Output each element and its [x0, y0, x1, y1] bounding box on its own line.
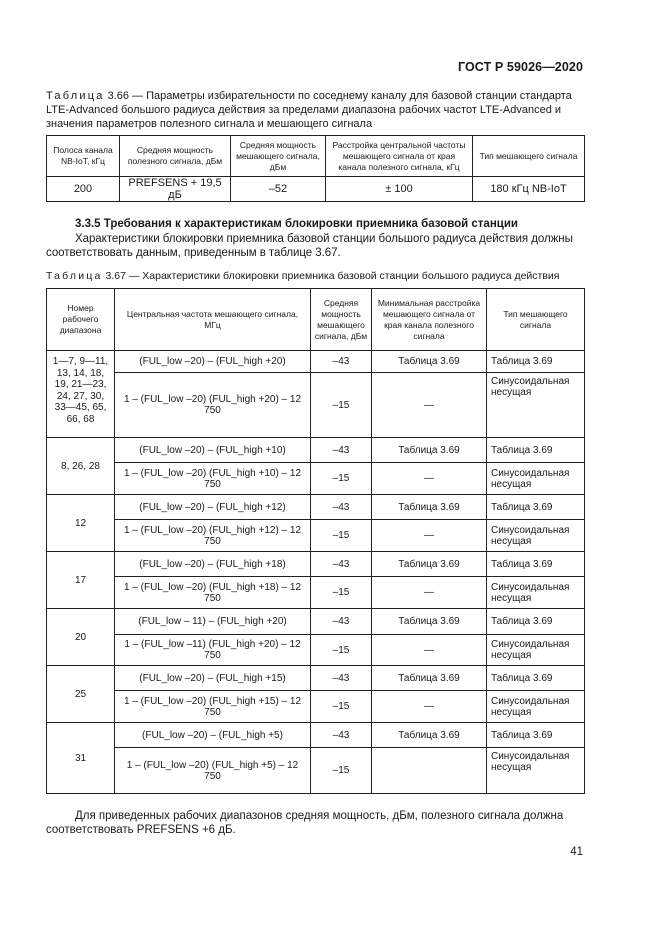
cell: Синусоидальная несущая: [487, 577, 585, 609]
band-cell: 20: [47, 609, 115, 666]
cell: —: [372, 463, 487, 495]
section-paragraph: Характеристики блокировки приемника базовой станции большого радиуса действия должны соответствовать данным, приведенным в таблице 3.67.: [46, 233, 573, 259]
cell: 200: [47, 177, 120, 202]
section-heading: 3.3.5 Требования к характеристикам блокировки приемника базовой станции: [75, 218, 518, 230]
table-row: [47, 495, 585, 520]
cell: Таблица 3.69: [372, 609, 487, 635]
cell: Таблица 3.69: [487, 552, 585, 577]
cell: –43: [311, 723, 372, 748]
cell: Синусоидальная несущая: [487, 635, 585, 666]
table-row: [47, 351, 585, 373]
cell: Таблица 3.69: [372, 552, 487, 577]
band-cell: 31: [47, 723, 115, 794]
cell: –43: [311, 495, 372, 520]
cell: Синусоидальная несущая: [487, 373, 585, 438]
cell: –15: [311, 748, 372, 794]
cell: –43: [311, 552, 372, 577]
cell: 1 – (FUL_low –20) (FUL_high +18) – 12 750: [115, 577, 311, 609]
cell: 1 – (FUL_low –20) (FUL_high +20) – 12 750: [115, 373, 311, 438]
cell: –15: [311, 691, 372, 723]
cell: –15: [311, 463, 372, 495]
cell: —: [372, 373, 487, 438]
table-row: [47, 748, 585, 794]
header-cell: Средняя мощность полезного сигнала, дБм: [120, 136, 231, 177]
header-cell: Средняя мощность мешающего сигнала, дБм: [311, 289, 372, 351]
cell: (FUL_low – 11) – (FUL_high +20): [115, 609, 311, 635]
table-row: [47, 666, 585, 691]
table-3-66: [46, 135, 585, 202]
cell: –15: [311, 373, 372, 438]
band-cell: 8, 26, 28: [47, 438, 115, 495]
cell: –43: [311, 438, 372, 463]
cell: –43: [311, 666, 372, 691]
table-row: [47, 723, 585, 748]
table-label: Таблица: [46, 90, 105, 102]
cell: Таблица 3.69: [487, 723, 585, 748]
cell: (FUL_low –20) – (FUL_high +15): [115, 666, 311, 691]
caption-text: 3.67 — Характеристики блокировки приемника базовой станции большого радиуса действия: [102, 270, 560, 282]
table-header-row: [47, 289, 585, 351]
cell: Синусоидальная несущая: [487, 520, 585, 552]
table-row: [47, 609, 585, 635]
cell: Таблица 3.69: [372, 495, 487, 520]
cell: 1 – (FUL_low –11) (FUL_high +20) – 12 750: [115, 635, 311, 666]
header-cell: Номер рабочего диапазона: [47, 289, 115, 351]
table-row: [47, 177, 585, 202]
header-cell: Средняя мощность мешающего сигнала, дБм: [231, 136, 326, 177]
table-row: [47, 373, 585, 438]
table-row: [47, 520, 585, 552]
cell: Таблица 3.69: [487, 438, 585, 463]
header-cell: Расстройка центральной частоты мешающего сигнала от края канала полезного сигнала, кГц: [326, 136, 473, 177]
cell: (FUL_low –20) – (FUL_high +10): [115, 438, 311, 463]
standard-number: ГОСТ Р 59026—2020: [457, 60, 583, 74]
page-number: 41: [570, 846, 583, 858]
cell: –43: [311, 609, 372, 635]
caption-text: 3.66 — Параметры избирательности по соседнему каналу для базовой станции стандарта LTE-Advanced большого радиуса действия за пределами диапазона рабочих частот LTE-Advanced и значения параметров полезного сигнала и мешающего сигнала: [46, 90, 572, 130]
table-row: [47, 691, 585, 723]
cell: PREFSENS + 19,5 дБ: [120, 177, 231, 202]
header-cell: Минимальная расстройка мешающего сигнала от края канала полезного сигнала: [372, 289, 487, 351]
table-3-67-caption: [46, 270, 559, 282]
cell: —: [372, 691, 487, 723]
cell: 1 – (FUL_low –20) (FUL_high +10) – 12 750: [115, 463, 311, 495]
cell: –43: [311, 351, 372, 373]
cell: (FUL_low –20) – (FUL_high +18): [115, 552, 311, 577]
cell: Таблица 3.69: [487, 351, 585, 373]
table-3-67: [46, 288, 585, 794]
table-row: [47, 635, 585, 666]
band-cell: 17: [47, 552, 115, 609]
cell: –15: [311, 577, 372, 609]
header-cell: Полоса канала NB-IoT, кГц: [47, 136, 120, 177]
table-row: [47, 463, 585, 495]
cell: Таблица 3.69: [372, 723, 487, 748]
cell: Синусоидальная несущая: [487, 748, 585, 794]
cell: Таблица 3.69: [487, 666, 585, 691]
cell: Таблица 3.69: [487, 495, 585, 520]
cell: —: [372, 577, 487, 609]
cell: (FUL_low –20) – (FUL_high +5): [115, 723, 311, 748]
table-row: [47, 552, 585, 577]
cell: 1 – (FUL_low –20) (FUL_high +5) – 12 750: [115, 748, 311, 794]
cell: —: [372, 635, 487, 666]
cell: (FUL_low –20) – (FUL_high +20): [115, 351, 311, 373]
cell: 1 – (FUL_low –20) (FUL_high +12) – 12 750: [115, 520, 311, 552]
cell: —: [372, 520, 487, 552]
cell: Таблица 3.69: [372, 666, 487, 691]
cell: –52: [231, 177, 326, 202]
cell: Синусоидальная несущая: [487, 691, 585, 723]
header-cell: Тип мешающего сигнала: [473, 136, 585, 177]
cell: ± 100: [326, 177, 473, 202]
cell: 1 – (FUL_low –20) (FUL_high +15) – 12 750: [115, 691, 311, 723]
note-paragraph: Для приведенных рабочих диапазонов средняя мощность, дБм, полезного сигнала должна соответствовать PREFSENS +6 дБ.: [46, 810, 564, 836]
table-row: [47, 438, 585, 463]
band-cell: 12: [47, 495, 115, 552]
table-row: [47, 577, 585, 609]
cell: Таблица 3.69: [372, 351, 487, 373]
header-cell: Тип мешающего сигнала: [487, 289, 585, 351]
cell: (FUL_low –20) – (FUL_high +12): [115, 495, 311, 520]
band-cell: 1—7, 9—11, 13, 14, 18, 19, 21—23, 24, 27, 30, 33—45, 65, 66, 68: [47, 351, 115, 438]
band-cell: 25: [47, 666, 115, 723]
cell: Синусоидальная несущая: [487, 463, 585, 495]
cell: –15: [311, 520, 372, 552]
cell: [372, 748, 487, 794]
header-cell: Центральная частота мешающего сигнала, МГц: [115, 289, 311, 351]
cell: Таблица 3.69: [372, 438, 487, 463]
cell: 180 кГц NB-IoT: [473, 177, 585, 202]
table-3-66-caption: [46, 90, 586, 131]
cell: Таблица 3.69: [487, 609, 585, 635]
table-header-row: [47, 136, 585, 177]
table-label: Таблица: [46, 270, 103, 282]
cell: –15: [311, 635, 372, 666]
